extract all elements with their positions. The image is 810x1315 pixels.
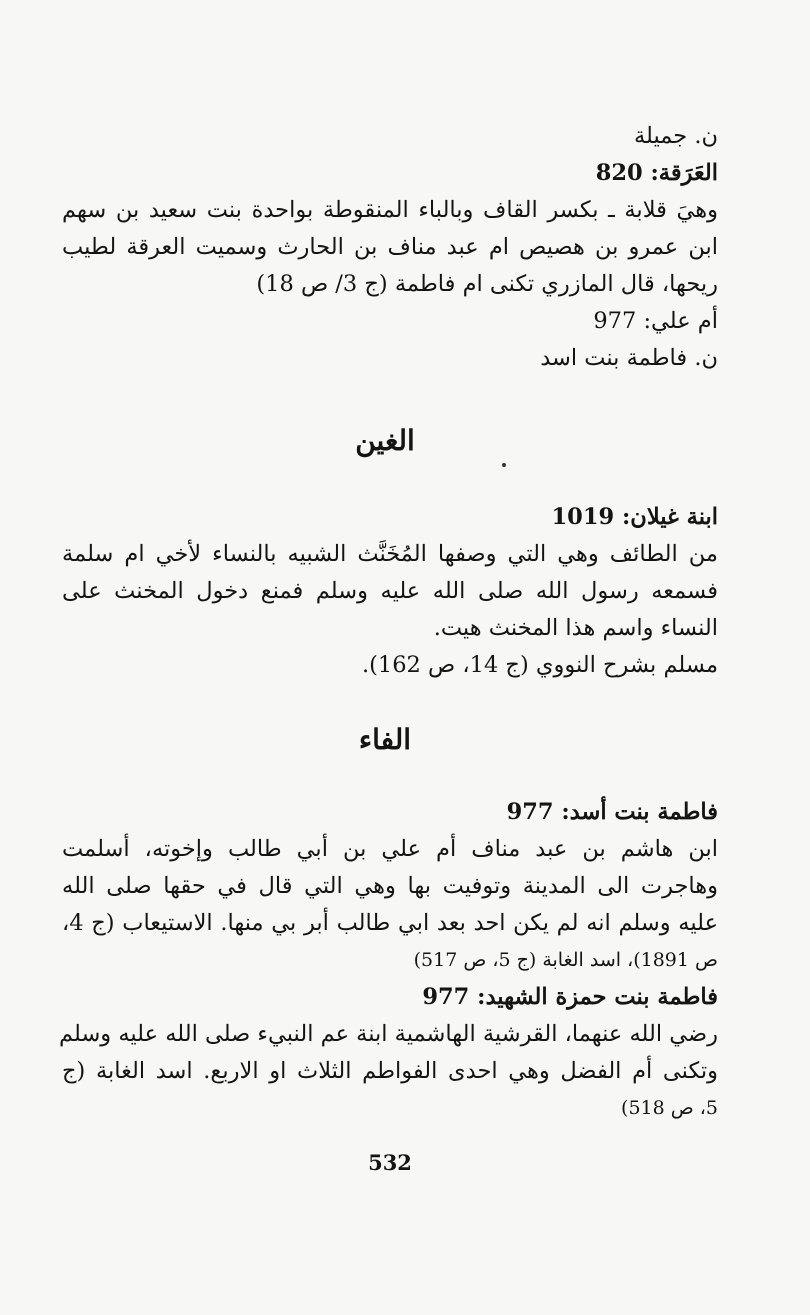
page-text bbox=[59, 118, 718, 1127]
entry-body-line: وهيَ قلابة ـ بكسر القاف وبالباء المنقوطة بواحدة بنت سعيد بن سهم bbox=[62, 197, 718, 223]
page-number: 532 bbox=[368, 1150, 412, 1175]
entry-title-fatima-bint-asad: فاطمة بنت أسد: 977 bbox=[506, 799, 718, 825]
entry-body-line: ابن هاشم بن عبد مناف أم علي بن أبي طالب وإخوته، أسلمت bbox=[62, 836, 718, 862]
entry-body-line: فسمعه رسول الله صلى الله عليه وسلم فمنع دخول المخنث على bbox=[62, 578, 718, 604]
entry-title-fatima-bint-hamza: فاطمة بنت حمزة الشهيد: 977 bbox=[422, 984, 718, 1010]
entry-body-line: ريحها، قال المازري تكنى ام فاطمة (ج 3/ ص 18) bbox=[256, 271, 718, 297]
entry-body-line: عليه وسلم انه لم يكن احد بعد ابي طالب أبر بي منها. الاستيعاب (ج 4، bbox=[62, 910, 718, 936]
cross-reference-jamila: ن. جميلة bbox=[633, 123, 718, 149]
entry-body-line: ابن عمرو بن هصيص ام عبد مناف بن الحارث وسميت العرقة لطيب bbox=[62, 234, 718, 260]
entry-title-ibnat-ghaylan: ابنة غيلان: 1019 bbox=[551, 504, 718, 530]
section-heading-fa: الفاء bbox=[358, 723, 412, 756]
entry-reference: ص 1891)، اسد الغابة (ج 5، ص 517) bbox=[413, 949, 718, 971]
entry-title-al-araqa: العَرَقة: 820 bbox=[595, 160, 718, 186]
entry-body-line: رضي الله عنهما، القرشية الهاشمية ابنة عم النبيء صلى الله عليه وسلم bbox=[59, 1021, 718, 1047]
entry-title-umm-ali: أم علي: 977 bbox=[593, 308, 718, 334]
entry-body-line: النساء واسم هذا المخنث هيت. bbox=[433, 615, 718, 641]
entry-body-line: من الطائف وهي التي وصفها المُخَنَّث الشبيه بالنساء لأخي ام سلمة bbox=[62, 541, 718, 567]
entry-body-line: وهاجرت الى المدينة وتوفيت بها وهي التي قال في حقها صلى الله bbox=[62, 873, 718, 899]
section-heading-ghayn: الغين bbox=[355, 424, 415, 457]
entry-body-line: وتكنى أم الفضل وهي احدى الفواطم الثلاث او الاربع. اسد الغابة (ج bbox=[62, 1058, 718, 1084]
entry-reference: 5، ص 518) bbox=[621, 1097, 718, 1119]
decorative-dot bbox=[62, 461, 718, 479]
entry-source: مسلم بشرح النووي (ج 14، ص 162). bbox=[361, 652, 718, 678]
cross-reference-fatima: ن. فاطمة بنت اسد bbox=[540, 345, 718, 371]
